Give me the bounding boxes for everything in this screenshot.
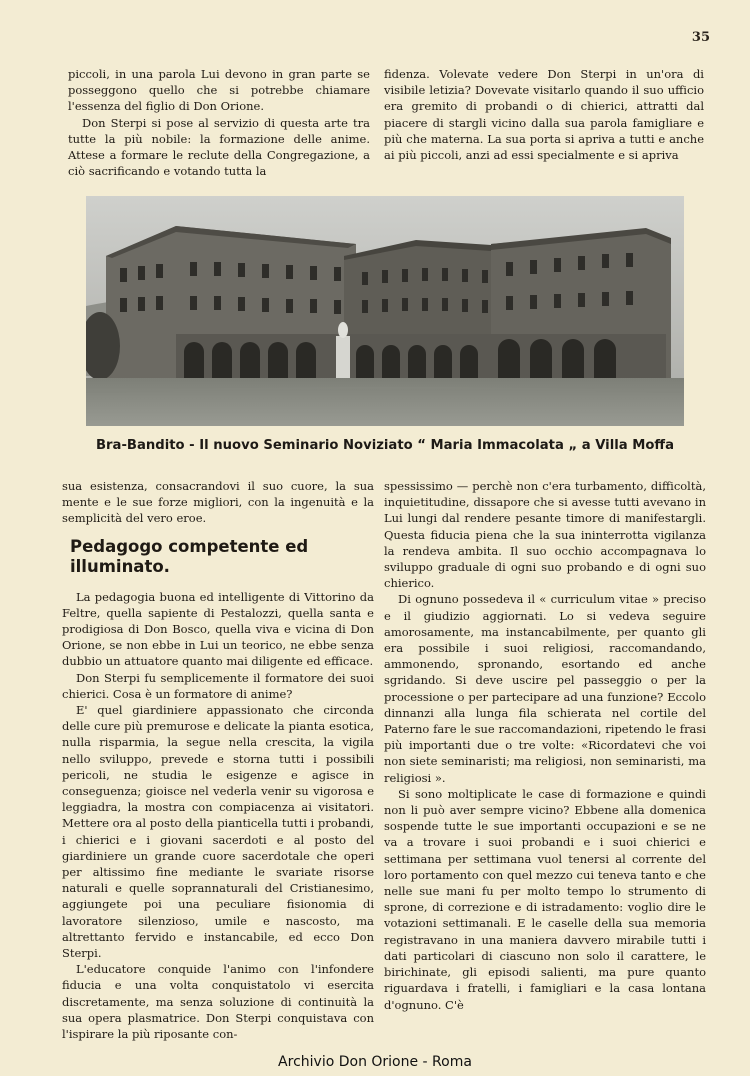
paragraph: fidenza. Volevate vedere Don Sterpi in un'ora di visibile letizia? Dovevate visitarlo quando il suo ufficio era gremito di probandi o di chierici, attratti dal piacere di stargli vicino dalla sua parola famigliare e più che materna. La sua porta si apriva a tutti e anche ai più piccoli, anzi ad essi specialmente e si apriva bbox=[384, 67, 704, 163]
paragraph: piccoli, in una parola Lui devono in gran parte se posseggono quello che si potrebbe chiamare l'essenza del figlio di Don Orione. bbox=[68, 67, 370, 114]
top-right-column bbox=[384, 66, 704, 163]
paragraph: spessissimo — perchè non c'era turbamento, difficoltà, inquietitudine, dissapore che si avesse tutti avevano in Lui lungi dal rendere pesante timore di manifestargli. Questa fiducia piena che la sua ininterrotta vigilanza la rendeva ambita. Il suo occhio accompagnava lo sviluppo graduale di ogni suo probando e di ogni suo chierico. bbox=[384, 479, 706, 591]
page-number: 35 bbox=[691, 30, 710, 45]
bottom-left-column bbox=[62, 478, 374, 1042]
photo-caption: Bra-Bandito - Il nuovo Seminario Noviziato “ Maria Immacolata „ a Villa Moffa bbox=[96, 438, 674, 453]
paragraph: E' quel giardiniere appassionato che circonda delle cure più premurose e delicate la pianta esotica, nulla risparmia, la segue nella crescita, la vigila nello sviluppo, prevede e storna tutti i possibili pericoli, ne studia le esigenze e agisce in conseguenza; gioisce nel vederla venir su vigorosa e leggiadra, la mostra con compiacenza ai visitatori. Mettere ora al posto della pianticella tutti i probandi, i chierici e i giovani sacerdoti e al posto del giardiniere un grande cuore sacerdotale che operi per altissimo fine mediante le svariate risorse naturali e quelle soprannaturali del Cristianesimo, aggiungete poi una peculiare fisionomia di lavoratore silenzioso, umile e nascosto, ma altrettanto fervido e instancabile, ed ecco Don Sterpi. bbox=[62, 703, 374, 961]
paragraph: L'educatore conquide l'animo con l'infondere fiducia e una volta conquistatolo vi esercita discretamente, ma senza soluzione di continuità la sua opera plasmatrice. Don Sterpi conquistava con l'ispirare la più riposante con- bbox=[62, 962, 374, 1042]
paragraph: La pedagogia buona ed intelligente di Vittorino da Feltre, quella sapiente di Pestalozzi, quella santa e prodigiosa di Don Bosco, quella viva e vicina di Don Orione, se non ebbe in Lui un teorico, ne ebbe senza dubbio un attuatore quanto mai diligente ed efficace. bbox=[62, 589, 374, 669]
paragraph: Don Sterpi fu semplicemente il formatore dei suoi chierici. Cosa è un formatore di anime? bbox=[62, 670, 374, 701]
paragraph: Don Sterpi si pose al servizio di questa arte tra tutte la più nobile: la formazione delle anime. Attese a formare le reclute della Congregazione, a ciò sacrificando e votando tutta la bbox=[68, 115, 370, 179]
section-heading: Pedagogo competente ed illuminato. bbox=[70, 536, 309, 576]
top-left-column bbox=[68, 66, 370, 179]
paragraph: sua esistenza, consacrandovi il suo cuore, la sua mente e le sue forze migliori, con la ingenuità e la semplicità del vero eroe. bbox=[62, 479, 374, 526]
seminary-building-photo bbox=[86, 196, 684, 426]
paragraph: Di ognuno possedeva il « curriculum vitae » preciso e il giudizio aggiornati. Lo si vedeva seguire amorosamente, ma instancabilmente, per quanto gli era possibile i suoi religiosi, raccomandando, ammonendo, spronando, esortando ed anche sgridando. Si deve uscire pel passeggio o per la processione o per partecipare ad una funzione? Eccolo dinnanzi alla lunga fila schierata nel cortile del Paterno fare le sue raccomandazioni, ripetendo le frasi più importanti due o tre volte: «Ricordatevi che voi non siete seminaristi; ma religiosi, non seminaristi, ma religiosi ». bbox=[384, 592, 706, 785]
paragraph: Si sono moltiplicate le case di formazione e quindi non li può aver sempre vicino? Ebbene alla domenica sospende tutte le sue importanti occupazioni e se ne va a trovare i suoi probandi e i suoi chierici e settimana per settimana vuol tenersi al corrente del loro portamento con quel mezzo cui teneva tanto e che nelle sue mani fu per molto tempo lo strumento di sprone, di correzione e di istradamento: voglio dire le votazioni settimanali. E le caselle della sua memoria registravano in una maniera davvero mirabile tutti i dati particolari di ciascuno non solo il carattere, le birichinate, gli episodi salienti, ma pure quanto riguardava i fratelli, i famigliari e la casa lontana d'ognuno. C'è bbox=[384, 786, 706, 1012]
bottom-right-column bbox=[384, 478, 706, 1013]
archive-footer: Archivio Don Orione - Roma bbox=[278, 1054, 472, 1070]
